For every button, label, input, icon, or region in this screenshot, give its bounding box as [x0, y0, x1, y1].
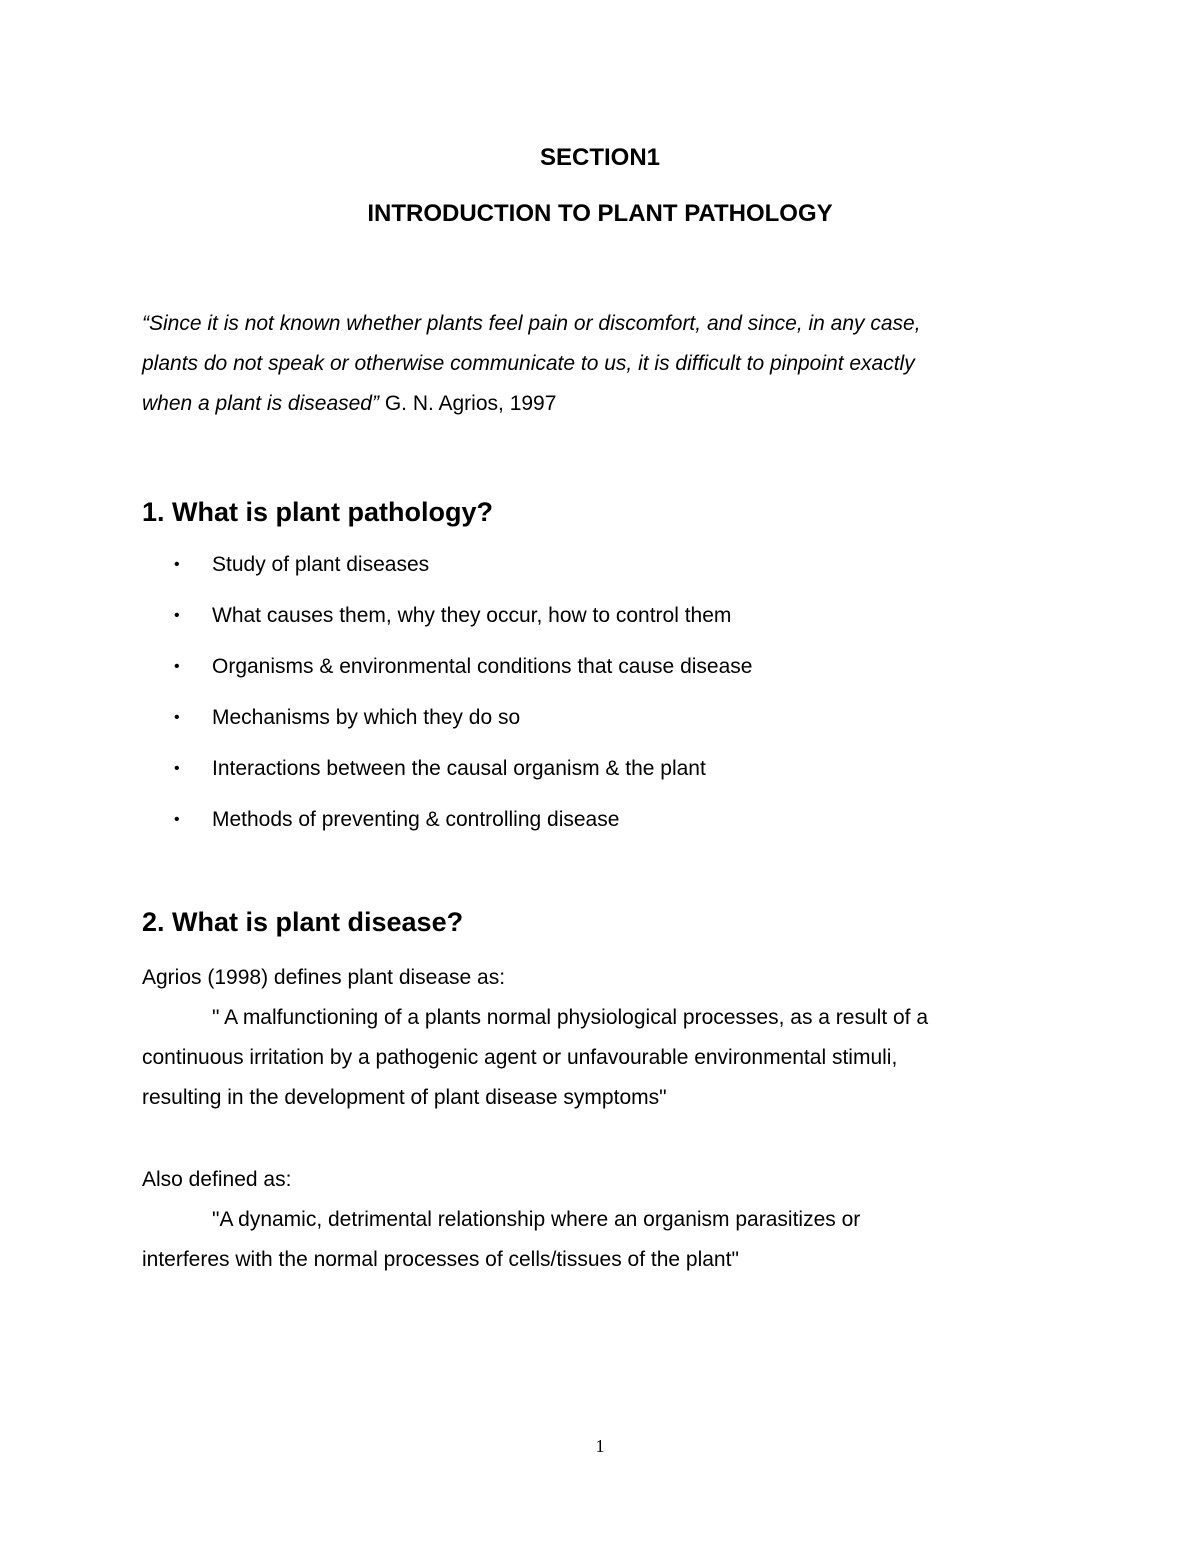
section-heading-plant-disease: 2. What is plant disease?	[142, 907, 464, 937]
epigraph-line: “Since it is not known whether plants feel pain or discomfort, and since, in any case,	[142, 312, 921, 335]
list-item-text: Organisms & environmental conditions that cause disease	[212, 655, 753, 678]
section-heading-plant-pathology: 1. What is plant pathology?	[142, 497, 493, 527]
bullet-icon: •	[174, 709, 180, 726]
bullet-icon: •	[174, 811, 180, 828]
epigraph-line: plants do not speak or otherwise communicate to us, it is difficult to pinpoint exactly	[142, 352, 915, 375]
alternate-definition-line: "A dynamic, detrimental relationship where an organism parasitizes or	[212, 1208, 861, 1231]
list-item-text: Study of plant diseases	[212, 553, 430, 576]
definition-paragraph	[142, 958, 1082, 1118]
bullet-icon: •	[174, 556, 180, 573]
list-item-text: Mechanisms by which they do so	[212, 706, 521, 729]
definition-intro: Agrios (1998) defines plant disease as:	[142, 966, 506, 989]
definition-line: resulting in the development of plant disease symptoms"	[142, 1086, 667, 1109]
bullet-icon: •	[174, 607, 180, 624]
section-label: SECTION1	[539, 144, 661, 171]
epigraph-last-line	[142, 384, 1062, 424]
alternate-definition-intro: Also defined as:	[142, 1168, 292, 1191]
epigraph-quote	[142, 304, 1062, 424]
page-title: INTRODUCTION TO PLANT PATHOLOGY	[367, 200, 833, 227]
bullet-icon: •	[174, 658, 180, 675]
list-item-text: Methods of preventing & controlling disease	[212, 808, 620, 831]
bullet-icon: •	[174, 760, 180, 777]
definition-line: " A malfunctioning of a plants normal physiological processes, as a result of a	[212, 1006, 929, 1029]
definition-line: continuous irritation by a pathogenic agent or unfavourable environmental stimuli,	[142, 1046, 898, 1069]
epigraph-attribution: G. N. Agrios, 1997	[378, 392, 557, 415]
page-number: 1	[595, 1436, 605, 1456]
alternate-definition-line: interferes with the normal processes of cells/tissues of the plant"	[142, 1248, 739, 1271]
list-item-text: Interactions between the causal organism & the plant	[212, 757, 706, 780]
epigraph-line: when a plant is diseased”	[142, 392, 379, 415]
list-item-text: What causes them, why they occur, how to control them	[212, 604, 732, 627]
alternate-definition-paragraph	[142, 1160, 1082, 1280]
